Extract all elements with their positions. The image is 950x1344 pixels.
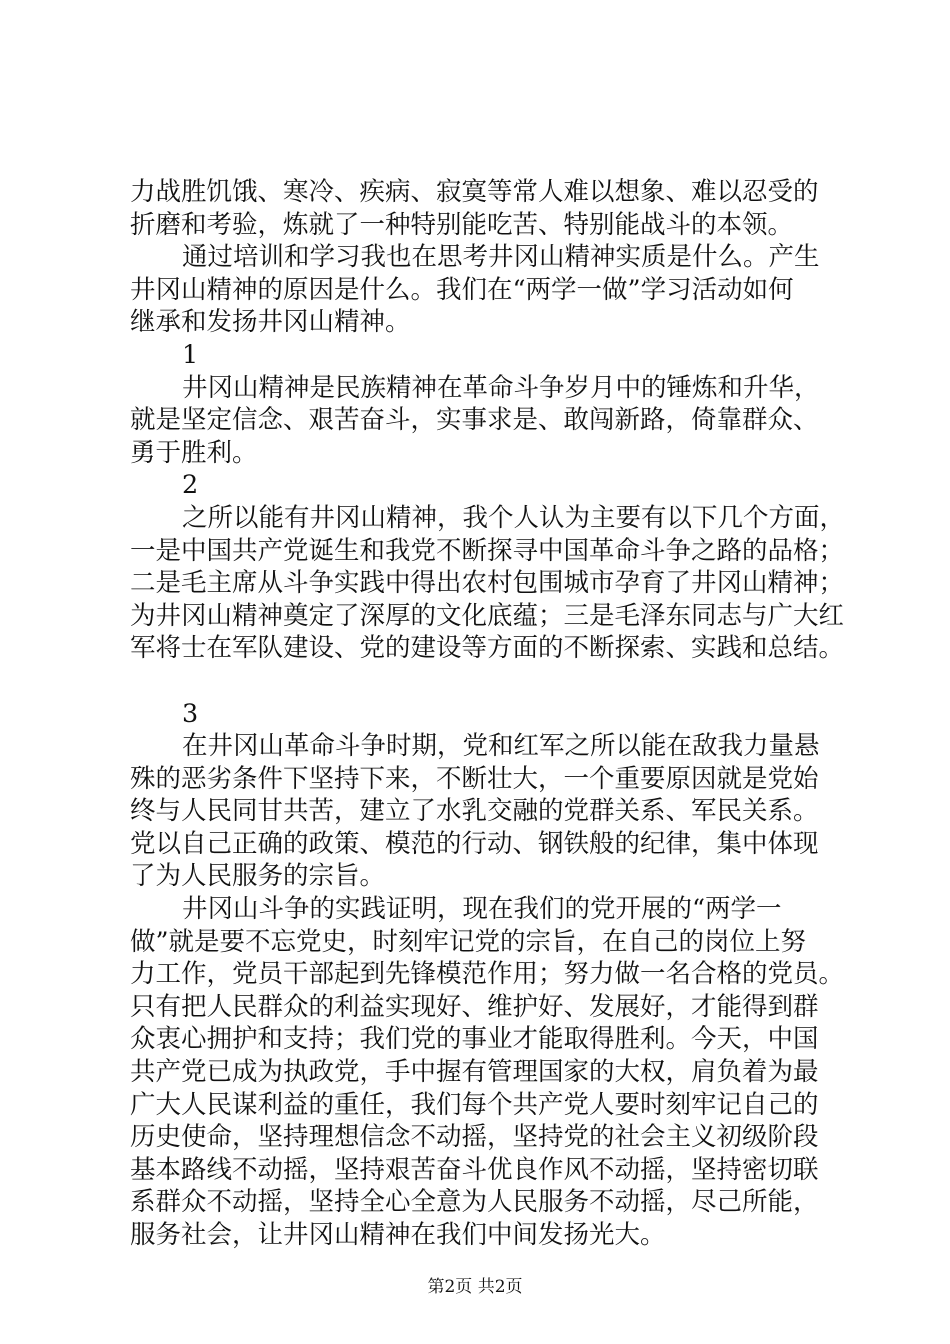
text-line: 为井冈山精神奠定了深厚的文化底蕴；三是毛泽东同志与广大红 xyxy=(130,600,845,631)
text-line: 党以自己正确的政策、模范的行动、钢铁般的纪律，集中体现 xyxy=(130,828,819,859)
text-line: 系群众不动摇，坚持全心全意为人民服务不动摇，尽己所能， xyxy=(130,1187,819,1218)
text-line: 力工作，党员干部起到先锋模范作用；努力做一名合格的党员。 xyxy=(130,959,845,990)
section-number: 3 xyxy=(182,698,199,729)
text-line: 广大人民谋利益的重任，我们每个共产党人要时刻牢记自己的 xyxy=(130,1089,819,1120)
blank-line xyxy=(130,665,830,698)
text-line: 在井冈山革命斗争时期，党和红军之所以能在敌我力量悬 xyxy=(182,731,820,762)
text-line: 众衷心拥护和支持；我们党的事业才能取得胜利。今天，中国 xyxy=(130,1024,819,1055)
text-line: 之所以能有井冈山精神，我个人认为主要有以下几个方面， xyxy=(182,502,846,533)
text-line: 服务社会，让井冈山精神在我们中间发扬光大。 xyxy=(130,1220,666,1250)
text-line: 只有把人民群众的利益实现好、维护好、发展好，才能得到群 xyxy=(130,991,819,1022)
document-body xyxy=(130,176,846,1252)
text-line: 了为人民服务的宗旨。 xyxy=(130,861,386,892)
text-line: 井冈山精神是民族精神在革命斗争岁月中的锤炼和升华， xyxy=(182,372,820,403)
text-line: 通过培训和学习我也在思考井冈山精神实质是什么。产生 xyxy=(182,242,820,273)
text-line: 基本路线不动摇，坚持艰苦奋斗优良作风不动摇，坚持密切联 xyxy=(130,1154,819,1185)
text-line: 终与人民同甘共苦，建立了水乳交融的党群关系、军民关系。 xyxy=(130,796,819,827)
text-line: 殊的恶劣条件下坚持下来，不断壮大，一个重要原因就是党始 xyxy=(130,763,819,794)
text-line: 井冈山斗争的实践证明，现在我们的党开展的“两学一 xyxy=(182,894,782,925)
text-line: 历史使命，坚持理想信念不动摇，坚持党的社会主义初级阶段 xyxy=(130,1122,819,1153)
page-number-label: 第2页 共2页 xyxy=(427,1277,523,1297)
text-line: 继承和发扬井冈山精神。 xyxy=(130,307,411,338)
text-line: 军将士在军队建设、党的建设等方面的不断探索、实践和总结。 xyxy=(130,633,845,664)
text-line: 共产党已成为执政党，手中握有管理国家的大权，肩负着为最 xyxy=(130,1057,819,1088)
section-number: 1 xyxy=(182,339,199,370)
text-line: 勇于胜利。 xyxy=(130,437,258,468)
text-line: 力战胜饥饿、寒冷、疾病、寂寞等常人难以想象、难以忍受的 xyxy=(130,177,819,207)
text-line: 就是坚定信念、艰苦奋斗，实事求是、敢闯新路，倚靠群众、 xyxy=(130,405,819,436)
page-footer xyxy=(0,1272,950,1297)
section-number: 2 xyxy=(182,470,199,501)
text-line: 一是中国共产党诞生和我党不断探寻中国革命斗争之路的品格； xyxy=(130,535,845,566)
text-line: 二是毛主席从斗争实践中得出农村包围城市孕育了井冈山精神； xyxy=(130,568,845,599)
text-line: 折磨和考验，炼就了一种特别能吃苦、特别能战斗的本领。 xyxy=(130,209,794,240)
text-line: 做”就是要不忘党史，时刻牢记党的宗旨，在自己的岗位上努 xyxy=(130,926,807,957)
text-line: 井冈山精神的原因是什么。我们在“两学一做”学习活动如何 xyxy=(130,274,794,305)
